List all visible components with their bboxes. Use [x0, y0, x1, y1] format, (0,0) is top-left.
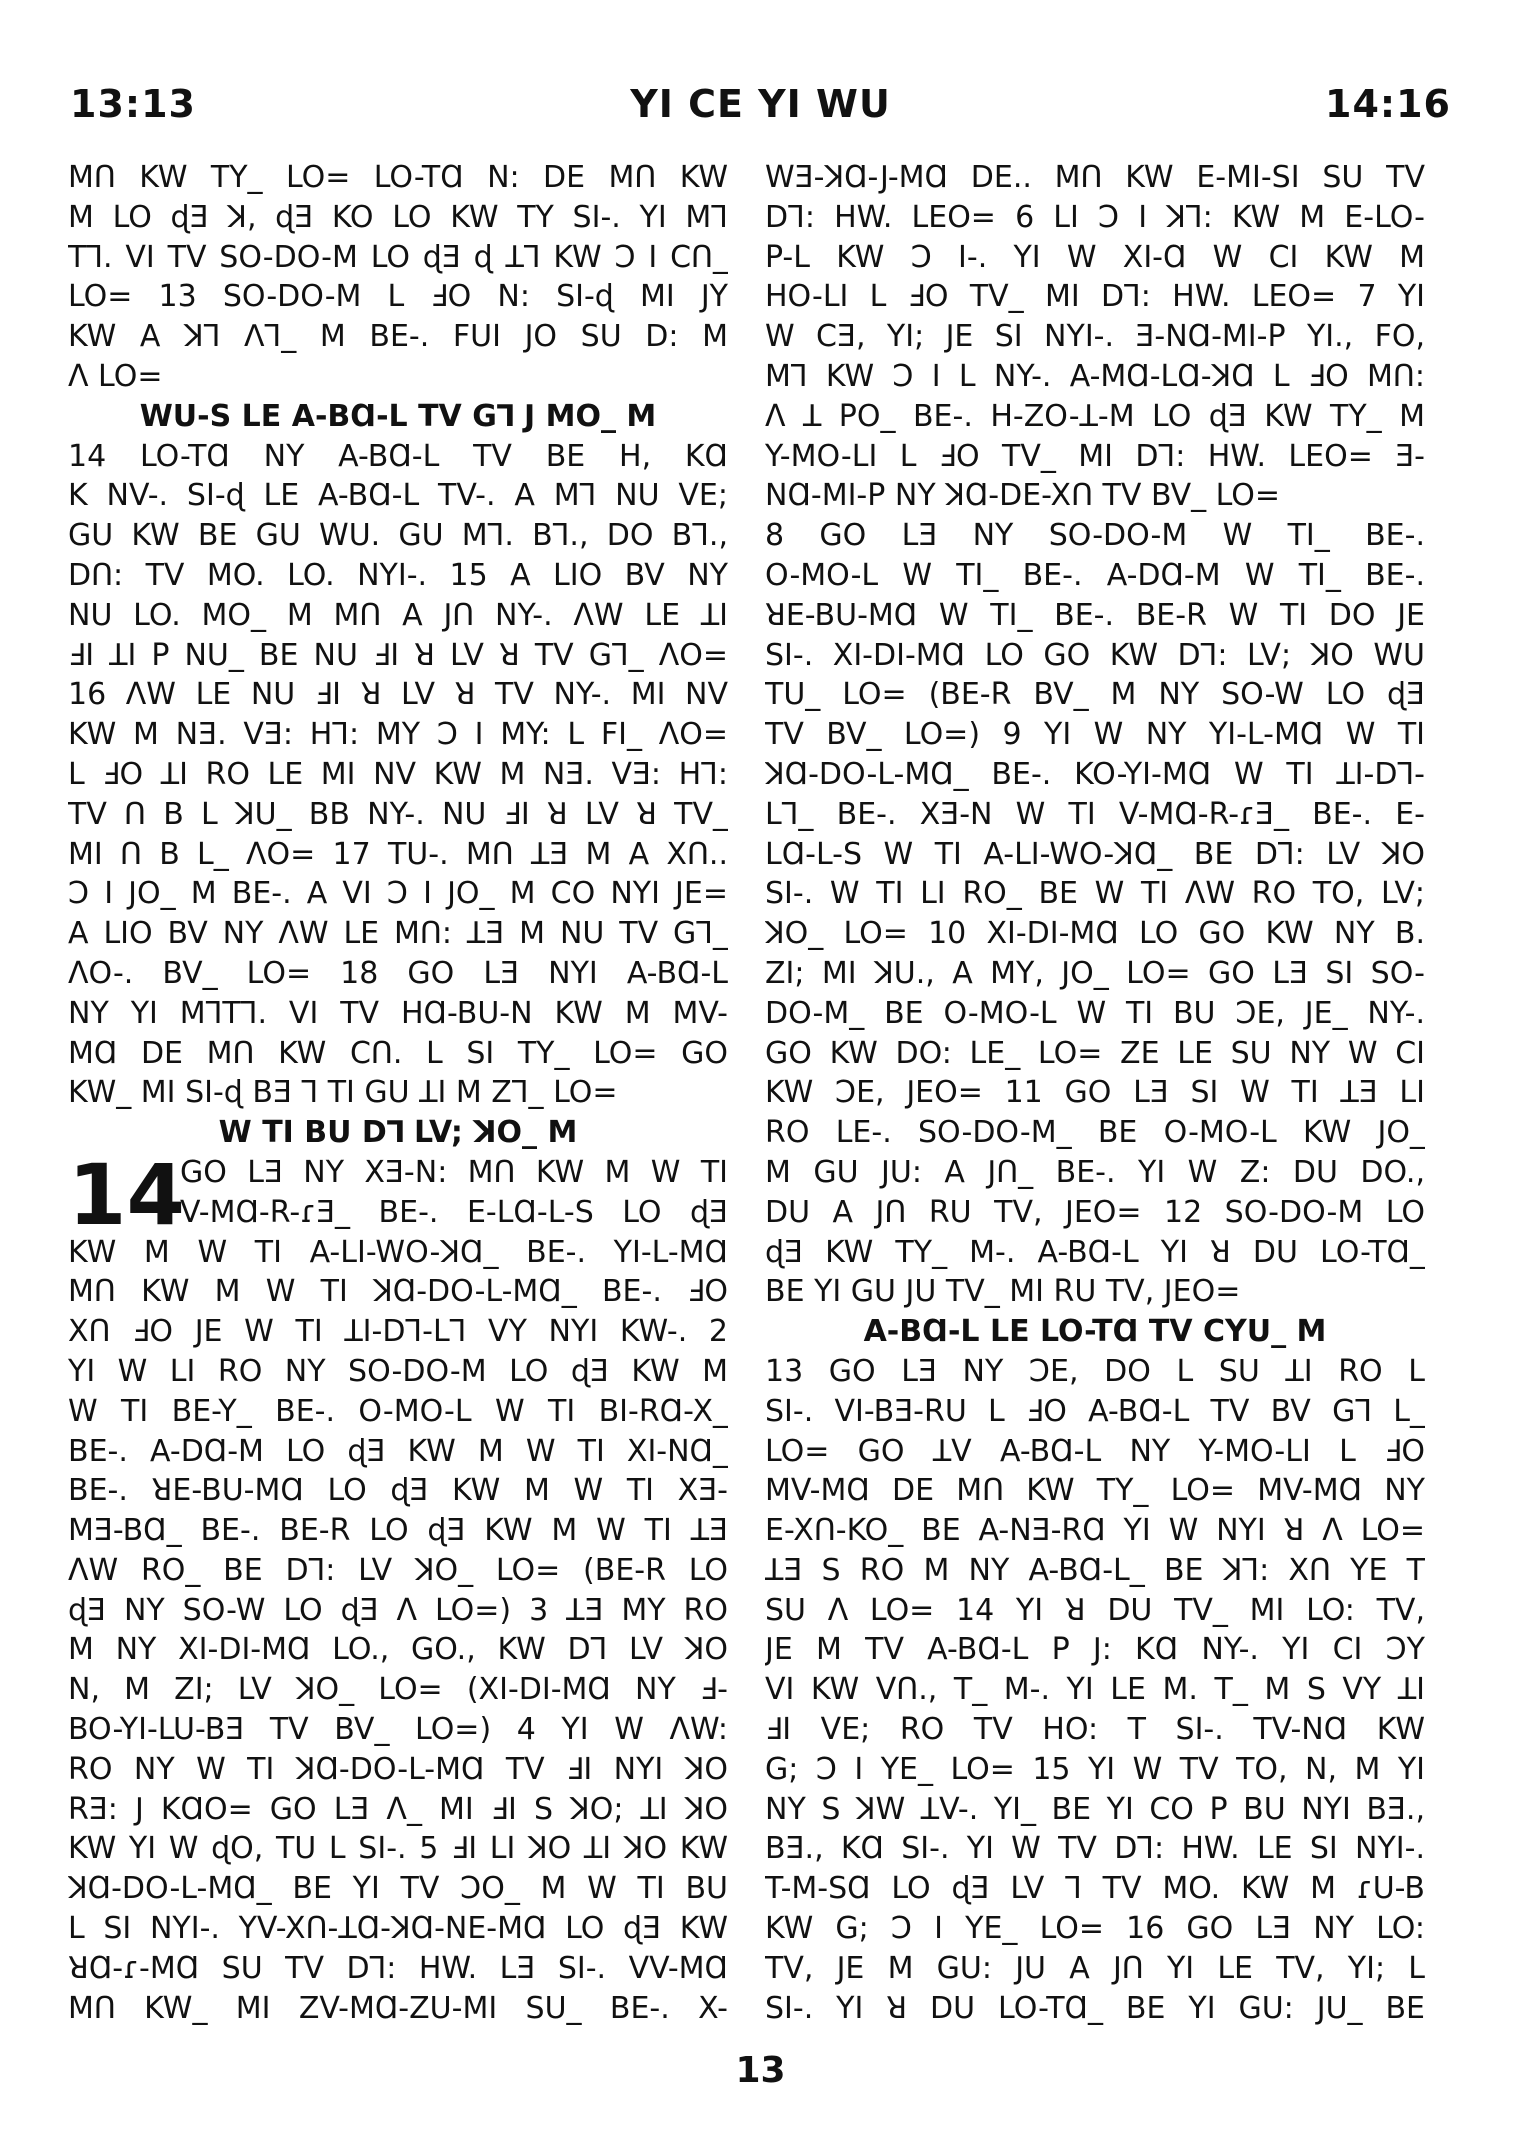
text-line: LO= GO ꓕV A-BⱭ-L NY Y-MO-LI L ꓞO	[765, 1433, 1425, 1469]
text-line: MI Ո B L_ ɅO= 17 TU-. MՈ ꓕƎ M A XՈ..	[68, 836, 728, 872]
text-line: ꓘⱭ-DO-L-MⱭ_ BE YI TV ƆO_ M W TI BU	[68, 1871, 728, 1907]
text-line: MՈ KW M W TI ꓘⱭ-DO-L-MⱭ_ BE-. ꓞO	[68, 1274, 728, 1310]
text-line: MV-MⱭ DE MՈ KW TY_ LO= MV-MⱭ NY	[765, 1473, 1425, 1509]
text-line: 14 LO-TⱭ NY A-BⱭ-L TV BE H, KⱭ	[68, 438, 728, 474]
text-line: M NY XI-DI-MⱭ LO., GO., KW Dꓶ LV ꓘO	[68, 1632, 728, 1668]
text-line: Mꓶ KW Ɔ I L NY-. A-MⱭ-LⱭ-ꓘⱭ L ꓞO MՈ:	[765, 358, 1425, 394]
text-line: GO KW DO: LE_ LO= ZE LE SU NY W CI	[765, 1035, 1425, 1071]
text-line: DՈ: TV MO. LO. NYI-. 15 A LIO BV NY	[68, 557, 728, 593]
text-line: TV BV_ LO=) 9 YI W NY YI-L-MⱭ W TI	[765, 717, 1425, 753]
text-line: Lꓶ_ BE-. XƎ-N W TI V-MⱭ-R-ɾƎ_ BE-. E-	[765, 796, 1425, 832]
text-line: M GU JU: A JՈ_ BE-. YI W Z: DU DO.,	[765, 1154, 1425, 1190]
text-line: ɅW RO_ BE Dꓶ: LV ꓘO_ LO= (BE-R LO	[68, 1552, 728, 1588]
text-line: GO LƎ NY XƎ-N: MՈ KW M W TI	[180, 1154, 728, 1190]
text-line: W CƎ, YI; JE SI NYI-. Ǝ-NⱭ-MI-P YI., FO,	[765, 319, 1425, 355]
text-line: ɖƎ KW TY_ M-. A-BⱭ-L YI ꓤ DU LO-TⱭ_	[765, 1234, 1425, 1270]
text-line: KW ƆE, JEO= 11 GO LƎ SI W TI ꓕƎ LI	[765, 1075, 1425, 1111]
text-line: KW_ MI SI-ɖ BƎ ꓶ TI GU ꓕI M Zꓶ_ LO=	[68, 1075, 618, 1111]
text-line: ꓞI ꓕI P NU_ BE NU ꓞI ꓤ LV ꓤ TV Gꓶ_ ɅO=	[68, 637, 728, 673]
text-line: BO-YI-LU-BƎ TV BV_ LO=) 4 YI W ɅW:	[68, 1712, 728, 1748]
header-chapter-verse-end: 14:16	[1325, 82, 1451, 126]
text-line: SU Ʌ LO= 14 YI ꓤ DU TV_ MI LO: TV,	[765, 1592, 1425, 1628]
text-line: M LO ɖƎ ꓘ, ɖƎ KO LO KW TY SI-. YI Mꓶ	[68, 199, 728, 235]
text-line: RO NY W TI ꓘⱭ-DO-L-MⱭ TV ꓞI NYI ꓘO	[68, 1751, 728, 1787]
text-line: NU LO. MO_ M MՈ A JՈ NY-. ɅW LE ꓕI	[68, 597, 728, 633]
text-line: K NV-. SI-ɖ LE A-BⱭ-L TV-. A Mꓶ NU VE;	[68, 478, 728, 514]
header-chapter-verse-start: 13:13	[70, 82, 196, 126]
text-line: ZI; MI ꓘU., A MY, JO_ LO= GO LƎ SI SO-	[765, 955, 1425, 991]
text-line: ɖƎ NY SO-W LO ɖƎ Ʌ LO=) 3 ꓕƎ MY RO	[68, 1592, 728, 1628]
text-line: E-XՈ-KO_ BE A-NƎ-RⱭ YI W NYI ꓤ Ʌ LO=	[765, 1513, 1425, 1549]
chapter-number: 14	[68, 1145, 185, 1244]
text-line: XՈ ꓞO JE W TI ꓕI-Dꓶ-Lꓶ VY NYI KW-. 2	[68, 1314, 728, 1350]
text-line: JE M TV A-BⱭ-L P J: KⱭ NY-. YI CI ƆY	[765, 1632, 1425, 1668]
running-head	[70, 82, 1451, 132]
text-line: Ʌ LO=	[68, 358, 163, 394]
text-line: MⱭ DE MՈ KW CՈ. L SI TY_ LO= GO	[68, 1035, 728, 1071]
text-line: SI-. VI-BƎ-RU L ꓞO A-BⱭ-L TV BV Gꓶ L_	[765, 1393, 1425, 1429]
page-number: 13	[735, 2050, 786, 2091]
text-line: ꓞI VE; RO TV HO: T SI-. TV-NⱭ KW	[765, 1712, 1425, 1748]
text-line: GU KW BE GU WU. GU Mꓶ. Bꓶ., DO Bꓶ.,	[68, 518, 728, 554]
text-column-left	[68, 158, 728, 2028]
text-line: KW G; Ɔ I YE_ LO= 16 GO LƎ NY LO:	[765, 1911, 1425, 1947]
text-line: ꓕƎ S RO M NY A-BⱭ-L_ BE ꓘꓶ: XՈ YE T	[765, 1552, 1425, 1588]
text-line: SI-. XI-DI-MⱭ LO GO KW Dꓶ: LV; ꓘO WU	[765, 637, 1425, 673]
text-line: KW YI W ɖO, TU L SI-. 5 ꓞI LI ꓘO ꓕI ꓘO KW	[68, 1831, 728, 1867]
chapter-start	[68, 1145, 728, 1244]
text-line: BE-. A-DⱭ-M LO ɖƎ KW M W TI XI-NⱭ_	[68, 1433, 728, 1469]
text-line: ꓘO_ LO= 10 XI-DI-MⱭ LO GO KW NY B.	[765, 916, 1425, 952]
text-line: RO LE-. SO-DO-M_ BE O-MO-L KW JO_	[765, 1115, 1425, 1151]
text-line: Dꓶ: HW. LEO= 6 LI Ɔ I ꓘꓶ: KW M E-LO-	[765, 199, 1425, 235]
text-line: V-MⱭ-R-ɾƎ_ BE-. E-LⱭ-L-S LO ɖƎ	[180, 1194, 728, 1230]
text-line: ꓔꓶ. VI TV SO-DO-M LO ɖƎ ɖ ꓕꓶ KW Ɔ I CՈ_	[68, 239, 728, 275]
text-line: L ꓞO ꓕI RO LE MI NV KW M NƎ. VƎ: Hꓶ:	[68, 756, 728, 792]
text-line: NY S ꓘW ꓕV-. YI_ BE YI CO P BU NYI BƎ.,	[765, 1791, 1425, 1827]
text-line: G; Ɔ I YE_ LO= 15 YI W TV TO, N, M YI	[765, 1751, 1425, 1787]
text-line: ɅO-. BV_ LO= 18 GO LƎ NYI A-BⱭ-L	[68, 955, 728, 991]
text-line: SI-. W TI LI RO_ BE W TI ɅW RO TO, LV;	[765, 876, 1425, 912]
text-line: 13 GO LƎ NY ƆE, DO L SU ꓕI RO L	[765, 1353, 1425, 1389]
text-line: MƎ-BⱭ_ BE-. BE-R LO ɖƎ KW M W TI ꓕƎ	[68, 1513, 728, 1549]
text-line: N, M ZI; LV ꓘO_ LO= (XI-DI-MⱭ NY ꓞ-	[68, 1672, 728, 1708]
text-line: ꓘⱭ-DO-L-MⱭ_ BE-. KO-YI-MⱭ W TI ꓕI-Dꓶ-	[765, 756, 1425, 792]
text-line: TV, JE M GU: JU A JՈ YI LE TV, YI; L	[765, 1950, 1425, 1986]
text-line: DU A JՈ RU TV, JEO= 12 SO-DO-M LO	[765, 1194, 1425, 1230]
text-line: KW A ꓘꓶ ꓥꓶ_ M BE-. FUI JO SU D: M	[68, 319, 728, 355]
text-line: NY YI Mꓶꓔꓶ. VI TV HⱭ-BU-N KW M MV-	[68, 995, 728, 1031]
header-book-title: YI CE YI WU	[630, 82, 891, 126]
text-line: LO= 13 SO-DO-M L ꓞO N: SI-ɖ MI JY	[68, 279, 728, 315]
text-line: T-M-SⱭ LO ɖƎ LV ꓶ TV MO. KW M ɾU-B	[765, 1871, 1425, 1907]
text-line: O-MO-L W TI_ BE-. A-DⱭ-M W TI_ BE-.	[765, 557, 1425, 593]
text-line: RƎ: J KⱭO= GO LƎ Ʌ_ MI ꓞI S ꓘO; ꓕI ꓘO	[68, 1791, 728, 1827]
text-line: ꓤE-BU-MⱭ W TI_ BE-. BE-R W TI DO JE	[765, 597, 1425, 633]
text-line: Ʌ ꓕ PO_ BE-. H-ZO-ꓕ-M LO ɖƎ KW TY_ M	[765, 398, 1425, 434]
text-line: TU_ LO= (BE-R BV_ M NY SO-W LO ɖƎ	[765, 677, 1425, 713]
section-heading: WU-S LE A-BⱭ-L TV Gꓶ J MO_ M	[139, 398, 657, 434]
text-line: BE YI GU JU TV_ MI RU TV, JEO=	[765, 1274, 1241, 1310]
text-line: MՈ KW TY_ LO= LO-TⱭ N: DE MՈ KW	[68, 160, 728, 195]
text-line: 16 ɅW LE NU ꓞI ꓤ LV ꓤ TV NY-. MI NV	[68, 677, 728, 713]
text-line: KW M W TI A-LI-WO-ꓘⱭ_ BE-. YI-L-MⱭ	[68, 1234, 728, 1270]
text-line: YI W LI RO NY SO-DO-M LO ɖƎ KW M	[68, 1353, 728, 1389]
text-line: Ɔ I JO_ M BE-. A VI Ɔ I JO_ M CO NYI JE=	[68, 876, 728, 912]
text-column-right	[765, 158, 1425, 2028]
section-heading: W TI BU Dꓶ LV; ꓘO_ M	[218, 1115, 578, 1151]
text-line: P-L KW Ɔ I-. YI W XI-Ɑ W CI KW M	[765, 239, 1425, 275]
text-line: L SI NYI-. YV-XՈ-ꓕⱭ-ꓘⱭ-NE-MⱭ LO ɖƎ KW	[68, 1911, 728, 1947]
text-line: TV Ո B L ꓘU_ BB NY-. NU ꓞI ꓤ LV ꓤ TV_	[68, 796, 728, 832]
text-line: Y-MO-LI L ꓞO TV_ MI Dꓶ: HW. LEO= Ǝ-	[765, 438, 1425, 474]
text-line: HO-LI L ꓞO TV_ MI Dꓶ: HW. LEO= 7 YI	[765, 279, 1425, 315]
text-line: SI-. YI ꓤ DU LO-TⱭ_ BE YI GU: JU_ BE	[765, 1990, 1425, 2026]
text-line: WƎ-ꓘⱭ-J-MⱭ DE.. MՈ KW E-MI-SI SU TV	[765, 160, 1425, 195]
text-line: BƎ., KⱭ SI-. YI W TV Dꓶ: HW. LE SI NYI-.	[765, 1831, 1425, 1867]
text-line: KW M NƎ. VƎ: Hꓶ: MY Ɔ I MY: L FI_ ɅO=	[68, 717, 728, 753]
text-line: 8 GO LƎ NY SO-DO-M W TI_ BE-.	[765, 518, 1425, 554]
text-line: ꓤⱭ-ɾ-MⱭ SU TV Dꓶ: HW. LƎ SI-. VV-MⱭ	[68, 1950, 728, 1986]
text-line: DO-M_ BE O-MO-L W TI BU ƆE, JE_ NY-.	[765, 995, 1425, 1031]
text-line: BE-. ꓤE-BU-MⱭ LO ɖƎ KW M W TI XƎ-	[68, 1473, 728, 1509]
text-line: A LIO BV NY ɅW LE MՈ: ꓕƎ M NU TV Gꓶ_	[68, 916, 728, 952]
text-line: NⱭ-MI-P NY ꓘⱭ-DE-XՈ TV BV_ LO=	[765, 478, 1281, 514]
section-heading: A-BⱭ-L LE LO-TⱭ TV CYU_ M	[863, 1314, 1327, 1350]
text-line: MՈ KW_ MI ZV-MⱭ-ZU-MI SU_ BE-. X-	[68, 1990, 728, 2026]
text-line: LⱭ-L-S W TI A-LI-WO-ꓘⱭ_ BE Dꓶ: LV ꓘO	[765, 836, 1425, 872]
text-line: W TI BE-Y_ BE-. O-MO-L W TI BI-RⱭ-X_	[68, 1393, 728, 1429]
text-line: VI KW VՈ., T_ M-. YI LE M. T_ M S VY ꓕI	[765, 1672, 1425, 1708]
